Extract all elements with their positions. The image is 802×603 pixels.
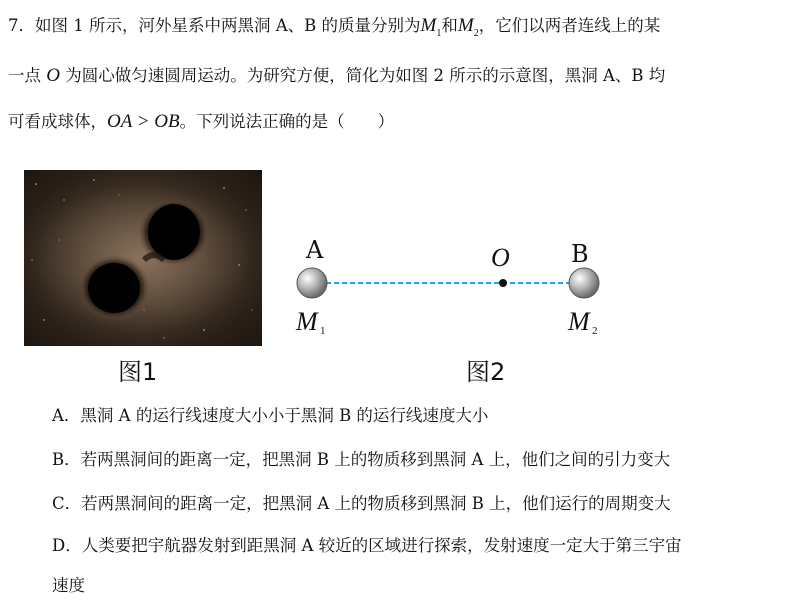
black-hole-photo xyxy=(24,170,262,346)
question-text: 为圆心做匀速圆周运动。为研究方便，简化为如图 2 所示的示意图，黑洞 A、B 均 xyxy=(65,66,666,85)
option-c[interactable]: C．若两黑洞间的距离一定，把黑洞 A 上的物质移到黑洞 B 上，他们运行的周期变大 xyxy=(52,494,671,513)
black-hole-illustration xyxy=(24,170,262,346)
label-b: B xyxy=(571,240,589,268)
option-d[interactable]: D．人类要把宇航器发射到距黑洞 A 较近的区域进行探索，发射速度一定大于第三宇宙 xyxy=(52,536,682,555)
black-hole-b-ball xyxy=(569,268,599,298)
label-m2: M xyxy=(568,307,590,336)
and-text: 和 xyxy=(441,16,458,35)
question-text: ，它们以两者连线上的某 xyxy=(478,16,661,35)
option-d-continued: 速度 xyxy=(52,576,85,595)
label-a: A xyxy=(306,236,324,264)
figure-1-caption: 图1 xyxy=(118,358,158,386)
question-text: 可看成球体， xyxy=(8,112,107,131)
black-hole-a-ball xyxy=(297,268,327,298)
label-m1-subscript: 1 xyxy=(320,325,326,337)
figure-2-diagram xyxy=(280,230,620,345)
center-o-point xyxy=(499,279,507,287)
option-b[interactable]: B．若两黑洞间的距离一定，把黑洞 B 上的物质移到黑洞 A 上，他们之间的引力变大 xyxy=(52,450,671,469)
mass-m2-symbol: $M_2$ xyxy=(457,15,479,39)
question-line-1 xyxy=(8,12,660,39)
center-o-symbol: O xyxy=(46,65,60,86)
option-a[interactable]: A．黑洞 A 的运行线速度大小小于黑洞 B 的运行线速度大小 xyxy=(52,406,489,425)
question-line-2 xyxy=(8,62,665,87)
label-m2-subscript: 2 xyxy=(592,325,598,337)
question-text: 一点 xyxy=(8,66,41,85)
label-m1: M xyxy=(296,307,318,336)
question-line-3 xyxy=(8,108,394,133)
question-text: 7．如图 1 所示，河外星系中两黑洞 A、B 的质量分别为 xyxy=(8,16,421,35)
inequality-expression: OA > OB xyxy=(107,111,180,132)
question-text: 。下列说法正确的是（ ） xyxy=(179,112,395,131)
mass-m1-symbol: $M_1$ xyxy=(420,15,442,39)
label-o: O xyxy=(491,243,510,272)
figure-2-caption: 图2 xyxy=(466,358,506,386)
